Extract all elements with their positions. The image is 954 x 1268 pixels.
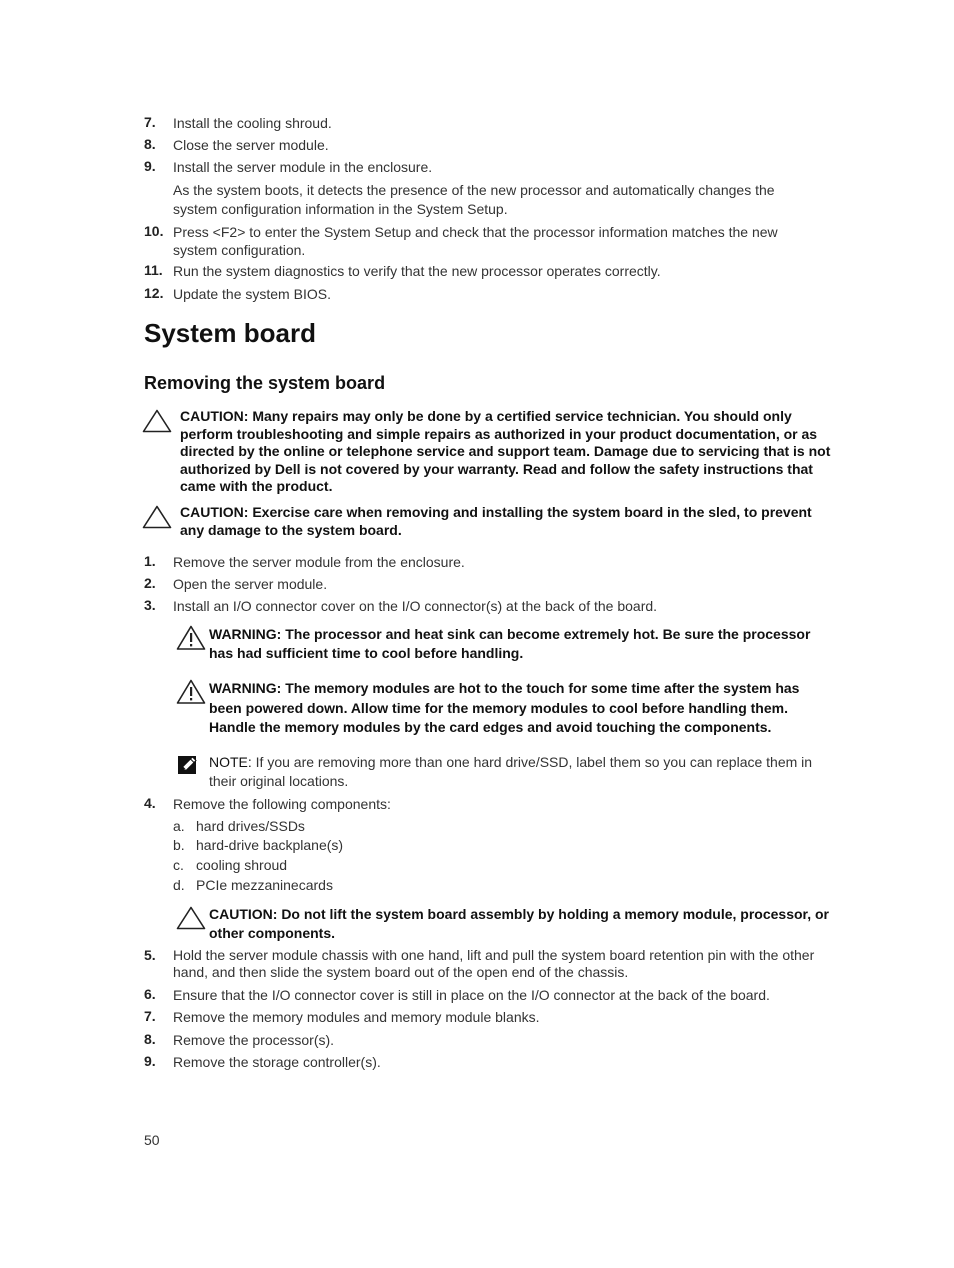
warning-text: WARNING: The memory modules are hot to the touch for some time after the system has been powered down. Allow time for the memory modules to cool before handling them. Handle the memory modules by the card edges and avoid touching the components. <box>209 680 800 735</box>
step-text: Close the server module. <box>173 137 329 153</box>
caution-triangle-icon <box>176 906 206 930</box>
caution-text: CAUTION: Do not lift the system board assembly by holding a memory module, processor, or other components. <box>209 906 829 941</box>
step-number: 9. <box>144 1053 156 1069</box>
step-text: Install an I/O connector cover on the I/O connector(s) at the back of the board. <box>173 598 658 614</box>
step-number: 8. <box>144 136 156 152</box>
warning-triangle-icon <box>176 625 206 651</box>
caution-text: CAUTION: Many repairs may only be done by a certified service technician. You should only perform troubleshooting and simple repairs as authorized in your product documentation, or as directed by the online or telephone service and support team. Damage due to servicing that is not authorized by Dell is not covered by your warranty. Read and follow the safety instructions that came with the product. <box>180 408 831 494</box>
warning-text: WARNING: The processor and heat sink can become extremely hot. Be sure the processor has had sufficient time to cool before handling. <box>209 626 811 661</box>
step-text: Open the server module. <box>173 576 328 592</box>
caution-triangle-icon <box>142 505 172 529</box>
note-body: If you are removing more than one hard drive/SSD, label them so you can replace them in their original locations. <box>209 754 813 789</box>
step-text: Remove the memory modules and memory module blanks. <box>173 1009 540 1025</box>
step-text: Install the server module in the enclosure. <box>173 159 433 175</box>
caution-triangle-icon <box>142 409 172 433</box>
subsection-title: Removing the system board <box>144 373 386 393</box>
step-text: Remove the following components: <box>173 796 391 812</box>
step-number: 10. <box>144 223 164 239</box>
step-number: 8. <box>144 1031 156 1047</box>
step-text: Hold the server module chassis with one hand, lift and pull the system board retention pin with the other hand, and then slide the system board out of the open end of the chassis. <box>173 947 815 980</box>
step-text: Ensure that the I/O connector cover is still in place on the I/O connector at the back of the board. <box>173 987 770 1003</box>
note-text <box>209 753 837 791</box>
list-item: PCIe mezzaninecards <box>196 877 333 893</box>
step-number: 2. <box>144 575 156 591</box>
step-text: Remove the server module from the enclosure. <box>173 554 465 570</box>
list-letter: a. <box>173 818 185 834</box>
note-pencil-icon <box>177 754 199 776</box>
step-text: Remove the processor(s). <box>173 1032 335 1048</box>
step-text: Update the system BIOS. <box>173 286 331 302</box>
step-detail-text: As the system boots, it detects the presence of the new processor and automatically changes the system configuration information in the System Setup. <box>173 182 775 217</box>
step-number: 11. <box>144 262 163 278</box>
step-number: 7. <box>144 1008 156 1024</box>
step-text: Press <F2> to enter the System Setup and check that the processor information matches the new system configuration. <box>173 224 778 258</box>
step-number: 5. <box>144 947 156 963</box>
list-item: hard drives/SSDs <box>196 818 305 834</box>
list-item: cooling shroud <box>196 857 288 873</box>
list-item: hard-drive backplane(s) <box>196 837 344 853</box>
step-number: 1. <box>144 553 156 569</box>
list-letter: d. <box>173 877 185 893</box>
note-label: NOTE: <box>209 754 252 770</box>
step-text: Run the system diagnostics to verify that the new processor operates correctly. <box>173 263 661 279</box>
step-text: Remove the storage controller(s). <box>173 1054 381 1070</box>
list-letter: c. <box>173 857 184 873</box>
warning-triangle-icon <box>176 679 206 705</box>
step-text: Install the cooling shroud. <box>173 115 332 131</box>
step-number: 9. <box>144 158 156 174</box>
step-number: 4. <box>144 795 156 811</box>
section-title: System board <box>144 318 316 348</box>
step-number: 7. <box>144 114 156 130</box>
step-number: 12. <box>144 285 164 301</box>
page-number: 50 <box>144 1132 160 1148</box>
list-letter: b. <box>173 837 185 853</box>
step-number: 6. <box>144 986 156 1002</box>
step-number: 3. <box>144 597 156 613</box>
caution-text: CAUTION: Exercise care when removing and installing the system board in the sled, to prevent any damage to the system board. <box>180 504 812 538</box>
